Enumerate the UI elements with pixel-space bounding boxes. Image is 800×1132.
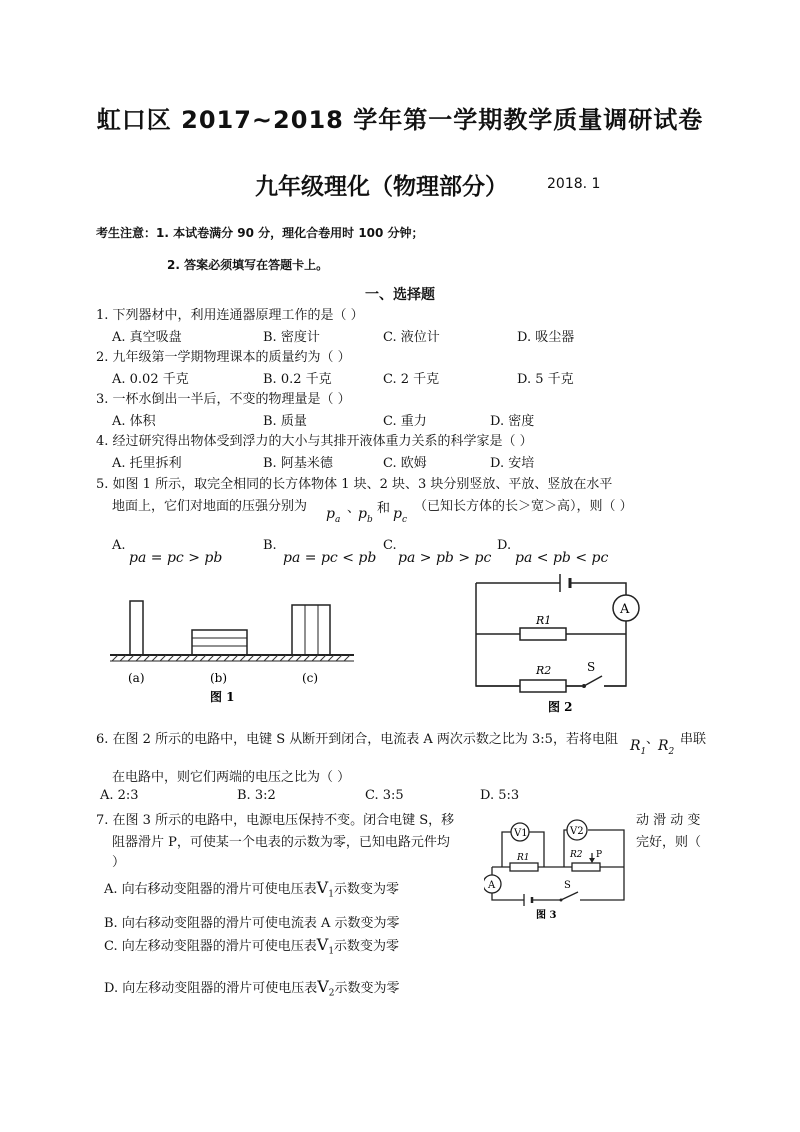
- q2-stem: 2. 九年级第一学期物理课本的质量约为（ ）: [96, 350, 351, 365]
- section-title: 一、选择题: [365, 287, 435, 303]
- q7-option-c: C. 向左移动变阻器的滑片可使电压表$V_1$示数变为零: [104, 935, 400, 957]
- q5-option-a-expr: pa = pc > pb: [129, 550, 223, 566]
- q6-r1-symbol: $R_1$: [630, 738, 647, 757]
- q6-option-d: D. 5:3: [480, 788, 520, 803]
- q7-line-2: 阻器滑片 P，可使某一个电表的示数为零，已知电路元件均: [112, 835, 450, 850]
- q3-option-b: B. 质量: [263, 414, 307, 429]
- q2-option-c: C. 2 千克: [383, 372, 440, 387]
- block-a: [130, 601, 143, 655]
- q7-option-d: D. 向左移动变阻器的滑片可使电压表$V_2$示数变为零: [104, 977, 400, 999]
- q6-option-a: A. 2:3: [100, 788, 139, 803]
- q5-symbol-pb: $p_b$: [358, 506, 373, 525]
- block-b: [192, 630, 247, 655]
- q7-line-1b: 动 滑 动 变: [636, 813, 701, 828]
- q5-sep-1: 、: [347, 501, 361, 516]
- q1-option-c: C. 液位计: [383, 330, 440, 345]
- q6-r2-symbol: $R_2$: [658, 738, 675, 757]
- figure-2-ammeter-label: A: [620, 602, 630, 617]
- q5-line-1: 5. 如图 1 所示，取完全相同的长方体物体 1 块、2 块、3 块分别竖放、平放、竖放在水平: [96, 477, 613, 492]
- rheostat-r2-icon: [569, 850, 602, 871]
- q6-sep: 、: [646, 732, 660, 747]
- q5-line-2: [112, 495, 307, 514]
- figure-3-r2-label: R2: [570, 850, 583, 860]
- q7-line-1: 7. 在图 3 所示的电路中，电源电压保持不变。闭合电键 S，移: [96, 813, 455, 828]
- q5-option-a-label: A.: [112, 538, 126, 553]
- q2-option-d: D. 5 千克: [517, 372, 574, 387]
- q3-option-d: D. 密度: [490, 414, 535, 429]
- q1-option-a: A. 真空吸盘: [112, 330, 182, 345]
- q7-option-b: B. 向右移动变阻器的滑片可使电流表 A 示数变为零: [104, 916, 400, 931]
- q5-symbol-pa: $p_a$: [326, 506, 341, 525]
- resistor-r1-icon: [510, 853, 538, 871]
- figure-3-p-label: P: [596, 850, 603, 860]
- figure-3: [484, 812, 634, 922]
- q6-option-b: B. 3:2: [237, 788, 276, 803]
- q3-option-c: C. 重力: [383, 414, 427, 429]
- battery-icon: [524, 894, 532, 906]
- q7-line-2b: 完好，则（: [636, 835, 702, 850]
- block-c: [292, 605, 330, 655]
- q4-stem: 4. 经过研究得出物体受到浮力的大小与其排开液体重力关系的科学家是（ ）: [96, 434, 533, 449]
- q1-option-d: D. 吸尘器: [517, 330, 575, 345]
- q3-stem: 3. 一杯水倒出一半后，不变的物理量是（ ）: [96, 392, 351, 407]
- q5-option-c-expr: pa > pb > pc: [398, 550, 492, 566]
- q2-option-b: B. 0.2 千克: [263, 372, 332, 387]
- figure-3-v2-label: V2: [570, 826, 584, 837]
- exam-subtitle: 九年级理化（物理部分）: [255, 174, 508, 200]
- q5-option-b-label: B.: [263, 538, 277, 553]
- q5-option-d-expr: pa < pb < pc: [515, 550, 609, 566]
- voltmeter-v2-icon: [567, 820, 587, 840]
- q6-line-1: 6. 在图 2 所示的电路中，电键 S 从断开到闭合，电流表 A 两次示数之比为 3:5，若将电阻: [96, 732, 618, 747]
- figure-1: [108, 595, 358, 710]
- q1-stem: 1. 下列器材中，利用连通器原理工作的是（ ）: [96, 308, 364, 323]
- figure-3-switch-label: S: [564, 880, 571, 891]
- figure-3-v1-label: V1: [514, 828, 528, 839]
- figure-1-label-c: (c): [302, 671, 319, 685]
- figure-3-r1-label: R1: [517, 853, 530, 863]
- figure-3-ammeter-label: A: [488, 880, 496, 891]
- q7-line-3: ）: [112, 855, 126, 870]
- figure-2-r1-label: R1: [536, 614, 552, 627]
- switch-icon: [582, 660, 604, 690]
- voltmeter-v1-icon: [511, 823, 529, 841]
- q6-option-c: C. 3:5: [365, 788, 404, 803]
- figure-2-switch-label: S: [587, 660, 596, 674]
- q5-option-d-label: D.: [497, 538, 512, 553]
- q6-tail: 串联: [680, 732, 707, 747]
- figure-2-caption: 图 2: [548, 700, 573, 714]
- q7-option-a: A. 向右移动变阻器的滑片可使电压表$V_1$示数变为零: [104, 878, 399, 900]
- q4-option-a: A. 托里拆利: [112, 456, 182, 471]
- ammeter-icon: [484, 875, 501, 893]
- q4-option-c: C. 欧姆: [383, 456, 427, 471]
- q4-option-d: D. 安培: [490, 456, 535, 471]
- figure-2: [470, 568, 645, 718]
- figure-1-label-b: (b): [210, 671, 228, 685]
- q5-sep-2: 和: [377, 501, 391, 516]
- figure-3-caption: 图 3: [536, 910, 557, 921]
- resistor-r2-icon: [520, 664, 566, 692]
- q5-symbol-pc: $p_c$: [393, 506, 408, 525]
- q5-option-c-label: C.: [383, 538, 397, 553]
- q1-option-b: B. 密度计: [263, 330, 320, 345]
- notice-line-1: 考生注意：1. 本试卷满分 90 分，理化合卷用时 100 分钟；: [96, 226, 424, 240]
- q2-option-a: A. 0.02 千克: [112, 372, 189, 387]
- q6-line-2: 在电路中，则它们两端的电压之比为（ ）: [112, 770, 351, 785]
- notice-line-2: 2. 答案必须填写在答题卡上。: [167, 258, 329, 272]
- q3-option-a: A. 体积: [112, 414, 156, 429]
- ammeter-icon: [613, 595, 639, 621]
- ground: [110, 655, 354, 661]
- q5-line-2b: （已知长方体的长＞宽＞高），则（ ）: [414, 499, 633, 514]
- figure-1-label-a: (a): [128, 671, 145, 685]
- resistor-r1-icon: [520, 614, 566, 640]
- q5-line-2a: 地面上，它们对地面的压强分别为: [112, 499, 308, 514]
- switch-icon: [560, 880, 579, 902]
- figure-1-caption: 图 1: [210, 690, 235, 704]
- q4-option-b: B. 阿基米德: [263, 456, 333, 471]
- exam-title: 虹口区 2017~2018 学年第一学期教学质量调研试卷: [96, 106, 704, 134]
- q5-option-b-expr: pa = pc < pb: [283, 550, 377, 566]
- figure-2-r2-label: R2: [536, 664, 552, 677]
- exam-date: 2018. 1: [547, 176, 601, 192]
- battery-icon: [560, 574, 570, 592]
